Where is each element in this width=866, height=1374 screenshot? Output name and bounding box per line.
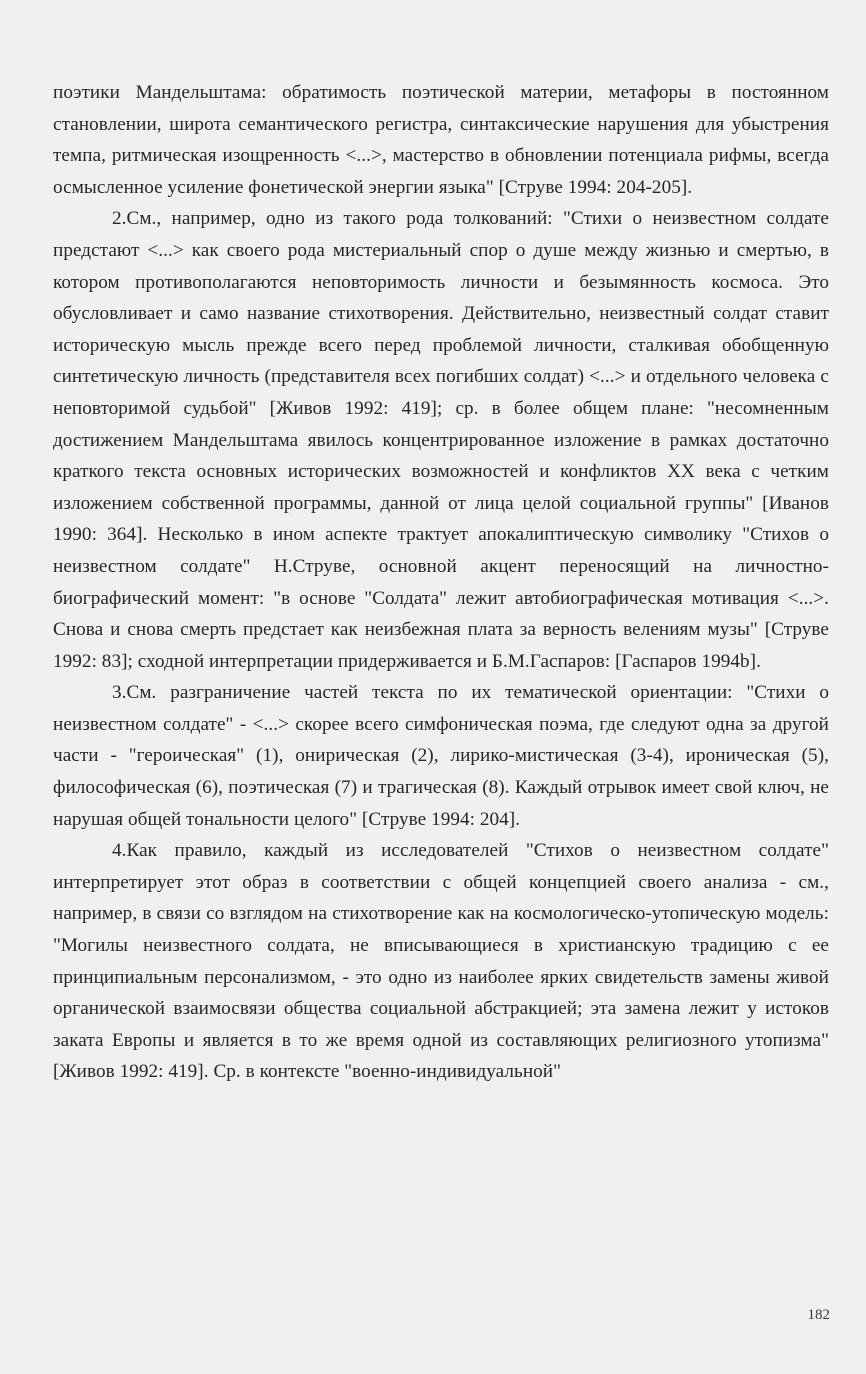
footnote-continuation: поэтики Мандельштама: обратимость поэтической материи, метафоры в постоянном становлении, широта семантического регистра, синтаксические нарушения для убыстрения темпа, ритмическая изощренность <...>, мастерство в обновлении потенциала рифмы, всегда осмысленное усиление фонетической энергии языка" [Струве 1994: 204-205].: [53, 82, 829, 198]
footnote-4: 4.Как правило, каждый из исследователей "Стихов о неизвестном солдате" интерпретирует этот образ в соответствии с общей концепцией своего анализа - см., например, в связи со взглядом на стихотворение как на космологическо-утопическую модель: "Могилы неизвестного солдата, не вписывающиеся в христианскую традицию с ее принципиальным персонализмом, - это одно из наиболее ярких свидетельств замены живой органической взаимосвязи общества социальной абстракцией; эта замена лежит у истоков заката Европы и является в то же время одной из составляющих религиозного утопизма" [Живов 1992: 419]. Ср. в контексте "военно-индивидуальной": [53, 840, 829, 1083]
footnotes-text: [53, 77, 829, 1088]
page-number: 182: [807, 1307, 830, 1323]
footnote-2: 2.См., например, одно из такого рода толкований: "Стихи о неизвестном солдате предстают <...> как своего рода мистериальный спор о душе между жизнью и смертью, в котором противополагаются неповторимость личности и безымянность космоса. Это обусловливает и само название стихотворения. Действительно, неизвестный солдат ставит историческую мысль прежде всего перед проблемой личности, сталкивая обобщенную синтетическую личность (представителя всех погибших солдат) <...> и отдельного человека с неповторимой судьбой" [Живов 1992: 419]; ср. в более общем плане: "несомненным достижением Мандельштама явилось концентрированное изложение в рамках достаточно краткого текста основных исторических возможностей и конфликтов XX века с четким изложением собственной программы, данной от лица целой социальной группы" [Иванов 1990: 364]. Несколько в ином аспекте трактует апокалиптическую символику "Стихов о неизвестном солдате" Н.Струве, основной акцент переносящий на личностно-биографический момент: "в основе "Солдата" лежит автобиографическая мотивация <...>. Снова и снова смерть предстает как неизбежная плата за верность велениям музы" [Струве 1992: 83]; сходной интерпретации придерживается и Б.М.Гаспаров: [Гаспаров 1994b].: [53, 208, 829, 672]
footnote-3: 3.См. разграничение частей текста по их тематической ориентации: "Стихи о неизвестном солдате" - <...> скорее всего симфоническая поэма, где следуют одна за другой части - "героическая" (1), онирическая (2), лирико-мистическая (3-4), ироническая (5), философическая (6), поэтическая (7) и трагическая (8). Каждый отрывок имеет свой ключ, не нарушая общей тональности целого" [Струве 1994: 204].: [53, 682, 829, 830]
